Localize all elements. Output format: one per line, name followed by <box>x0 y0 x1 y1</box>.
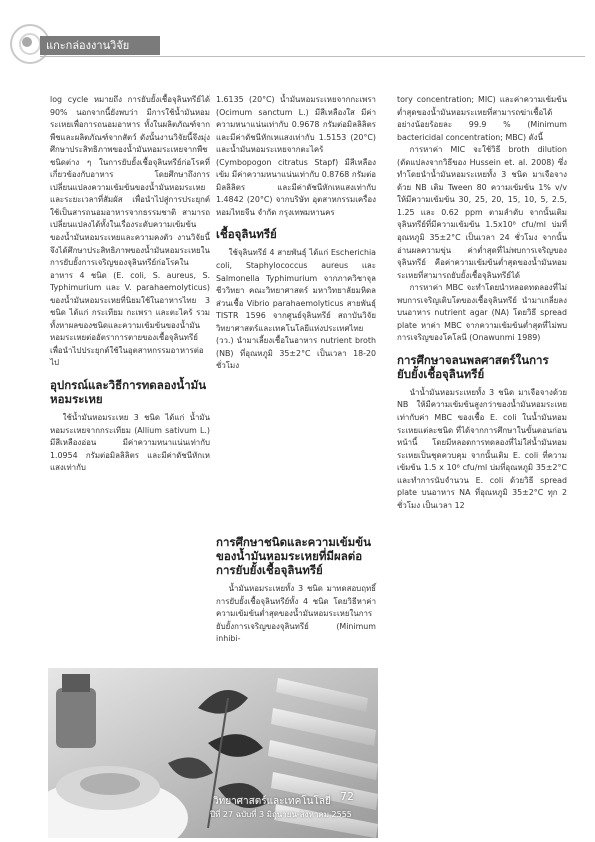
mic-method-paragraph: การหาค่า MIC จะใช้วิธี broth dilution (ดัดแปลงจากวิธีของ Hussein et. al. 2008) ซึ่งทำโดยนำน้ำมันหอมระเหยทั้ง 3 ชนิด มาเจือจางด้วย NB เติม Tween 80 ความเข้มข้น 1% v/v ให้มีความเข้มข้น 30, 25, 20, 15, 10, 5, 2.5, 1.25 และ 0.62 ppm ตามลำดับ จากนั้นเติมจุลินทรีย์ที่มีความเข้มข้น 1.5x10⁸ cfu/ml บ่มที่อุณหภูมิ 35±2°C เป็นเวลา 24 ชั่วโมง จากนั้นอ่านผลความขุ่น ค่าต่ำสุดที่ไม่พบการเจริญของจุลินทรีย์ คือค่าความเข้มข้นต่ำสุดของน้ำมันหอมระเหยที่สามารถยับยั้งเชื้อจุลินทรีย์ได้ <box>397 145 567 280</box>
mbc-method-paragraph: การหาค่า MBC จะทำโดยนำหลอดทดลองที่ไม่พบการเจริญเติบโตของเชื้อจุลินทรีย์ นำมาเกลี่ยลงบนอาหาร nutrient agar (NA) โดยวิธี spread plate หาค่า MBC จากความเข้มข้นต่ำสุดที่ไม่พบการเจริญของโคโลนี (Onawunmi 1989) <box>397 283 567 343</box>
concentration-paragraph: น้ำมันหอมระเหยทั้ง 3 ชนิด มาทดสอบฤทธิ์การยับยั้งเชื้อจุลินทรีย์ทั้ง 4 ชนิด โดยวิธีหาค่าความเข้มข้นต่ำสุดของน้ำมันหอมระเหยในการยับยั้งการเจริญของจุลินทรีย์ (Minimum inhibi- <box>216 584 376 644</box>
bacteria-heading: เชื้อจุลินทรีย์ <box>216 227 277 242</box>
column-2 <box>216 94 376 373</box>
column-3 <box>397 94 567 512</box>
column-1 <box>50 94 210 475</box>
bacteria-paragraph: ใช้จุลินทรีย์ 4 สายพันธุ์ ได้แก่ Escherichia coli, Staphylococcus aureus และ Salmonella Typhimurium จากภาควิชาจุลชีววิทยา คณะวิทยาศาสตร์ มหาวิทยาลัยมหิดล ส่วนเชื้อ Vibrio parahaemolyticus สายพันธุ์ TISTR 1596 จากศูนย์จุลินทรีย์ สถาบันวิจัยวิทยาศาสตร์และเทคโนโลยีแห่งประเทศไทย (วว.) นำมาเลี้ยงเชื้อในอาหาร nutrient broth (NB) ที่อุณหภูมิ 35±2°C เป็นเวลา 18-20 ชั่วโมง <box>216 248 376 371</box>
footer-journal-title: วิทยาศาสตร์และเทคโนโลยี <box>213 796 331 807</box>
footer-issue: ปีที่ 27 ฉบับที่ 3 มิถุนายน-สิงหาคม 2555 <box>210 810 352 819</box>
intro-paragraph: log cycle หมายถึง การยับยั้งเชื้อจุลินทรีย์ได้ 90% นอกจากนี้ยังพบว่า มีการใช้น้ำมันหอมระเหยเพื่อการถนอมอาหาร ทั้งในผลิตภัณฑ์จากพืชและผลิตภัณฑ์จากสัตว์ ดังนั้นงานวิจัยนี้จึงมุ่งศึกษาประสิทธิภาพของน้ำมันหอมระเหยจากพืชชนิดต่าง ๆ ในการยับยั้งเชื้อจุลินทรีย์ก่อโรคที่เกี่ยวข้องกับอาหาร โดยศึกษาถึงการเปลี่ยนแปลงความเข้มข้นของน้ำมันหอมระเหยและระยะเวลาที่สัมผัส เพื่อนำไปสู่การประยุกต์ใช้เป็นสารถนอมอาหารจากธรรมชาติ สามารถเปลี่ยนแปลงได้ทั้งในเรื่องระดับความเข้มข้นของน้ำมันหอมระเหยและความคงตัว งานวิจัยนี้จึงได้ศึกษาประสิทธิภาพของน้ำมันหอมระเหยในการยับยั้งการเจริญของจุลินทรีย์ก่อโรคในอาหาร 4 ชนิด (E. coli, S. aureus, S. Typhimurium และ V. parahaemolyticus) ของน้ำมันหอมระเหยที่นิยมใช้ในอาหารไทย 3 ชนิด ได้แก่ กระเทียม กะเพรา และตะไคร้ รวมทั้งหาผลของชนิดและความเข้มข้นของน้ำมันหอมระเหยต่ออัตราการตายของเชื้อจุลินทรีย์ เพื่อนำไปประยุกต์ใช้ในอุตสาหกรรมอาหารต่อไป <box>50 95 210 368</box>
section-label: แกะกล่องงานวิจัย <box>40 36 160 55</box>
kinetics-heading: การศึกษาจลนพลศาสตร์ในการยับยั้งเชื้อจุลินทรีย์ <box>397 352 549 381</box>
oils-paragraph: 1.6135 (20°C) น้ำมันหอมระเหยจากกะเพรา (Ocimum sanctum L.) มีสีเหลืองใส มีค่าความหนาแน่นเท่ากับ 0.9678 กรัมต่อมิลลิลิตร และมีค่าดัชนีหักเหแสงเท่ากับ 1.5153 (20°C) และน้ำมันหอมระเหยจากตะไคร้ (Cymbopogon citratus Stapf) มีสีเหลืองเข้ม มีค่าความหนาแน่นเท่ากับ 0.8768 กรัมต่อมิลลิลิตร และมีค่าดัชนีหักเหแสงเท่ากับ 1.4842 (20°C) จากบริษัท อุตสาหกรรมเครื่องหอมไทยจีน จำกัด กรุงเทพมหานคร <box>216 95 376 217</box>
column-2-section <box>216 535 376 646</box>
header-rule <box>40 56 585 57</box>
mic-mbc-paragraph: tory concentration; MIC) และค่าความเข้มข้นต่ำสุดของน้ำมันหอมระเหยที่สามารถฆ่าเชื้อได้อย่างน้อยร้อยละ 99.9 % (Minimum bactericidal concentration; MBC) ดังนี้ <box>397 95 567 142</box>
kinetics-paragraph: นำน้ำมันหอมระเหยทั้ง 3 ชนิด มาเจือจางด้วย NB ให้มีความเข้มข้นสูงกว่าของน้ำมันหอมระเหยเท่ากับค่า MBC ของเชื้อ E. coli ในน้ำมันหอมระเหยแต่ละชนิด ที่ได้จากการศึกษาในขั้นตอนก่อนหน้านี้ โดยมีหลอดการทดลองที่ไม่ใส่น้ำมันหอมระเหยเป็นชุดควบคุม จากนั้นเติม E. coli ที่ความเข้มข้น 1.5 x 10⁸ cfu/ml บ่มที่อุณหภูมิ 35±2°C และทำการนับจำนวน E. coli ด้วยวิธี spread plate บนอาหาร NA ที่อุณหภูมิ 35±2°C ทุก 2 ชั่วโมง เป็นเวลา 12 <box>397 387 567 510</box>
header-dot <box>22 37 32 47</box>
page-number: 72 <box>340 790 354 803</box>
methods-paragraph: ใช้น้ำมันหอมระเหย 3 ชนิด ได้แก่ น้ำมันหอมระเหยจากกระเทียม (Allium sativum L.) มีสีเหลืองอ่อน มีค่าความหนาแน่นเท่ากับ 1.0954 กรัมต่อมิลลิลิตร และมีค่าดัชนีหักเหแสงเท่ากับ <box>50 413 210 473</box>
methods-heading: อุปกรณ์และวิธีการทดลองน้ำมันหอมระเหย <box>50 378 207 407</box>
concentration-heading: การศึกษาชนิดและความเข้มข้นของน้ำมันหอมระเหยที่มีผลต่อการยับยั้งเชื้อจุลินทรีย์ <box>216 535 371 577</box>
